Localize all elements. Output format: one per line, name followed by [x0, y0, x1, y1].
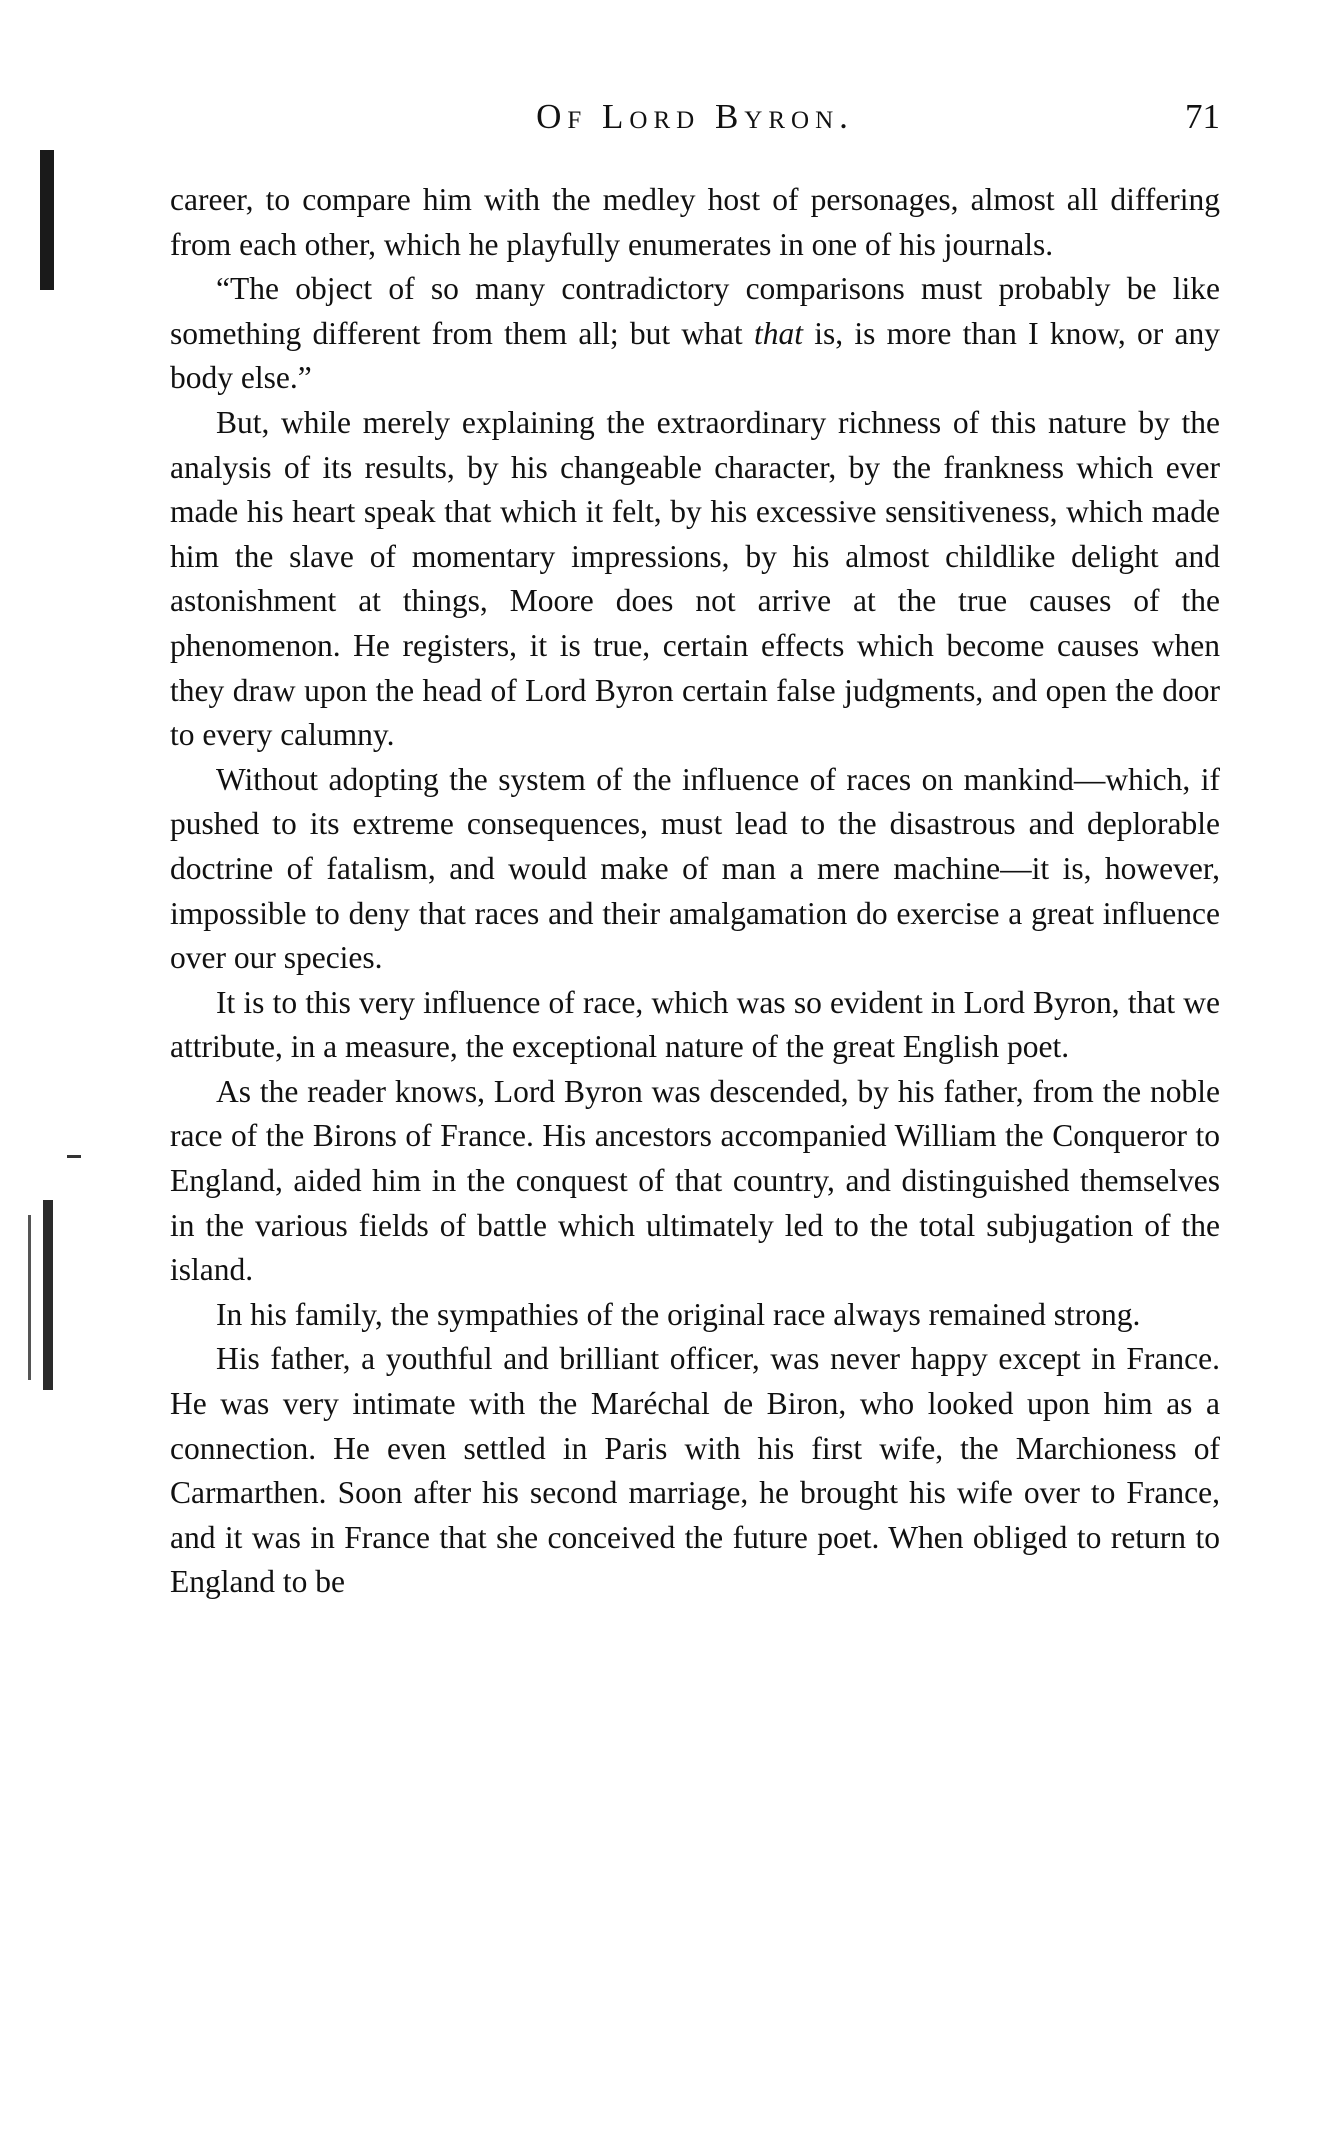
margin-dash-mark: [67, 1155, 81, 1158]
paragraph: In his family, the sympathies of the original race always remained strong.: [216, 1296, 1141, 1332]
paragraph: But, while merely explaining the extraordinary richness of this nature by the analysis of its results, by his changeable character, by the frankness which ever made his heart speak that which it felt, by his excessive sensitiveness, which made him the slave of momentary impressions, by his almost childlike delight and astonishment at things, Moore does not arrive at the true causes of the phenomenon. He registers, it is true, certain effects which become causes when they draw upon the head of Lord Byron certain false judgments, and open the door to every calumny.: [170, 404, 1220, 753]
body-text: [170, 178, 1220, 1605]
paragraph: It is to this very influence of race, which was so evident in Lord Byron, that we attribute, in a measure, the exceptional nature of the great English poet.: [170, 984, 1220, 1065]
paragraph: career, to compare him with the medley host of personages, almost all differing from each other, which he playfully enumerates in one of his journals.: [170, 182, 1220, 262]
margin-ink-mark: [40, 150, 54, 290]
paragraph: His father, a youthful and brilliant officer, was never happy except in France. He was very intimate with the Maréchal de Biron, who looked upon him as a connection. He even settled in Paris with his first wife, the Marchioness of Carmarthen. Soon after his second marriage, he brought his wife over to France, and it was in France that she conceived the future poet. When obliged to return to England to be: [170, 1341, 1220, 1600]
quote-text: “The object of so many contradictory comparisons must probably be like something different from them all; but what: [170, 271, 1220, 351]
paragraph: Without adopting the system of the influence of races on mankind—which, if pushed to its extreme consequences, must lead to the disastrous and deplorable doctrine of fatalism, and would make of man a mere machine—it is, however, impossible to deny that races and their amalgamation do exercise a great influence over our species.: [170, 761, 1220, 976]
margin-ink-mark: [43, 1200, 53, 1390]
quote-emphasis: that: [753, 315, 803, 351]
quotation-paragraph: [170, 267, 1220, 401]
paragraph: As the reader knows, Lord Byron was descended, by his father, from the noble race of the Birons of France. His ancestors accompanied William the Conqueror to England, aided him in the conquest of that country, and distinguished themselves in the various fields of battle which ultimately led to the total subjugation of the island.: [170, 1073, 1220, 1288]
quote-text: is, is more than I know, or any body else.”: [170, 315, 1221, 396]
margin-ink-line: [28, 1215, 31, 1380]
running-title: Of Lord Byron.: [536, 97, 854, 136]
page-number: 71: [1185, 97, 1220, 136]
page-header: [170, 92, 1220, 142]
